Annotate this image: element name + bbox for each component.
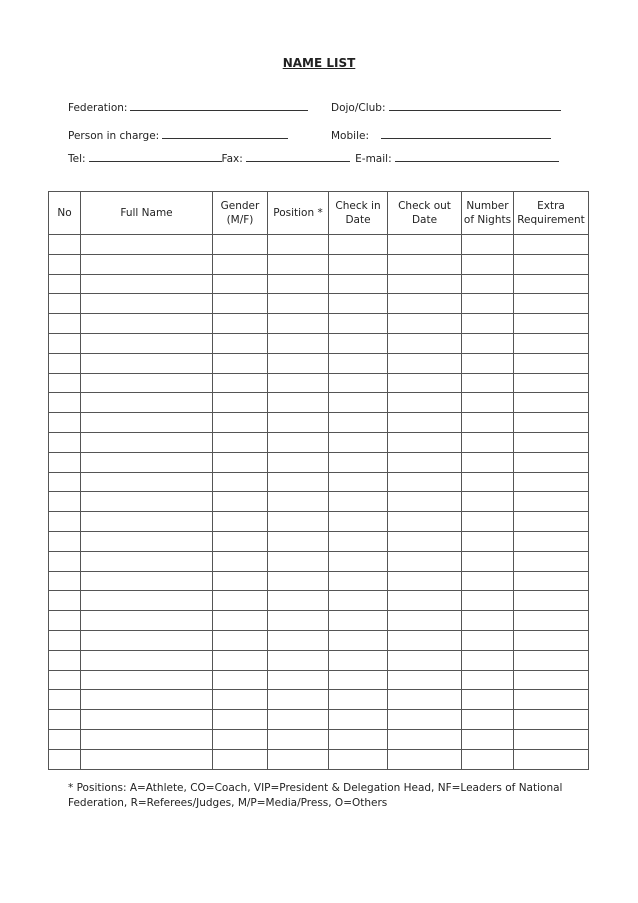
cell-gender[interactable] — [213, 630, 268, 650]
positions-footnote: * Positions: A=Athlete, CO=Coach, VIP=President & Delegation Head, NF=Leaders of National Federation, R=Referees/Judges, M/P=Media/Press, O=Others — [68, 782, 563, 809]
cell-full-name[interactable] — [81, 274, 213, 294]
table-row — [49, 492, 589, 512]
cell-no[interactable] — [49, 452, 81, 472]
cell-full-name[interactable] — [81, 452, 213, 472]
cell-extra[interactable] — [514, 630, 589, 650]
cell-gender[interactable] — [213, 611, 268, 631]
cell-nights[interactable] — [462, 452, 514, 472]
cell-gender[interactable] — [213, 353, 268, 373]
federation-blank[interactable] — [130, 100, 308, 111]
cell-position[interactable] — [268, 393, 329, 413]
cell-check-out[interactable] — [388, 413, 462, 433]
cell-full-name[interactable] — [81, 492, 213, 512]
dojo-club-blank[interactable] — [389, 100, 561, 111]
cell-nights[interactable] — [462, 710, 514, 730]
cell-full-name[interactable] — [81, 670, 213, 690]
cell-no[interactable] — [49, 630, 81, 650]
cell-check-in[interactable] — [329, 690, 388, 710]
federation-label: Federation: — [68, 102, 128, 114]
cell-full-name[interactable] — [81, 432, 213, 452]
table-row — [49, 710, 589, 730]
cell-nights[interactable] — [462, 373, 514, 393]
header-no: No — [49, 192, 81, 235]
cell-nights[interactable] — [462, 611, 514, 631]
cell-gender[interactable] — [213, 492, 268, 512]
cell-check-in[interactable] — [329, 591, 388, 611]
table-row — [49, 432, 589, 452]
cell-no[interactable] — [49, 749, 81, 769]
cell-full-name[interactable] — [81, 551, 213, 571]
cell-position[interactable] — [268, 472, 329, 492]
cell-full-name[interactable] — [81, 630, 213, 650]
table-row — [49, 235, 589, 255]
cell-nights[interactable] — [462, 393, 514, 413]
cell-check-out[interactable] — [388, 551, 462, 571]
table-row — [49, 611, 589, 631]
table-row — [49, 353, 589, 373]
cell-position[interactable] — [268, 551, 329, 571]
cell-position[interactable] — [268, 432, 329, 452]
cell-gender[interactable] — [213, 571, 268, 591]
cell-extra[interactable] — [514, 472, 589, 492]
cell-check-in[interactable] — [329, 294, 388, 314]
cell-extra[interactable] — [514, 333, 589, 353]
cell-nights[interactable] — [462, 531, 514, 551]
cell-check-in[interactable] — [329, 492, 388, 512]
cell-full-name[interactable] — [81, 333, 213, 353]
cell-full-name[interactable] — [81, 729, 213, 749]
cell-no[interactable] — [49, 611, 81, 631]
cell-check-out[interactable] — [388, 611, 462, 631]
table-row — [49, 294, 589, 314]
cell-nights[interactable] — [462, 235, 514, 255]
cell-check-out[interactable] — [388, 274, 462, 294]
cell-extra[interactable] — [514, 235, 589, 255]
header-check-in: Check in Date — [329, 192, 388, 235]
cell-position[interactable] — [268, 670, 329, 690]
cell-no[interactable] — [49, 472, 81, 492]
cell-check-in[interactable] — [329, 611, 388, 631]
cell-gender[interactable] — [213, 670, 268, 690]
cell-no[interactable] — [49, 235, 81, 255]
cell-check-in[interactable] — [329, 452, 388, 472]
mobile-label: Mobile: — [331, 130, 369, 142]
cell-gender[interactable] — [213, 452, 268, 472]
cell-full-name[interactable] — [81, 294, 213, 314]
cell-nights[interactable] — [462, 432, 514, 452]
cell-no[interactable] — [49, 393, 81, 413]
table-header-row — [49, 192, 589, 235]
cell-check-out[interactable] — [388, 294, 462, 314]
header-position: Position * — [268, 192, 329, 235]
cell-full-name[interactable] — [81, 235, 213, 255]
cell-position[interactable] — [268, 729, 329, 749]
cell-check-out[interactable] — [388, 729, 462, 749]
cell-extra[interactable] — [514, 670, 589, 690]
cell-full-name[interactable] — [81, 413, 213, 433]
cell-check-out[interactable] — [388, 254, 462, 274]
email-label: E-mail: — [355, 153, 392, 165]
cell-nights[interactable] — [462, 472, 514, 492]
table-row — [49, 373, 589, 393]
table-row — [49, 551, 589, 571]
cell-nights[interactable] — [462, 670, 514, 690]
header-nights: Number of Nights — [462, 192, 514, 235]
table-row — [49, 630, 589, 650]
cell-full-name[interactable] — [81, 314, 213, 334]
cell-full-name[interactable] — [81, 393, 213, 413]
cell-nights[interactable] — [462, 294, 514, 314]
cell-full-name[interactable] — [81, 611, 213, 631]
cell-position[interactable] — [268, 314, 329, 334]
cell-no[interactable] — [49, 373, 81, 393]
cell-nights[interactable] — [462, 690, 514, 710]
cell-extra[interactable] — [514, 294, 589, 314]
header-check-out: Check out Date — [388, 192, 462, 235]
cell-no[interactable] — [49, 729, 81, 749]
cell-gender[interactable] — [213, 373, 268, 393]
cell-full-name[interactable] — [81, 690, 213, 710]
cell-nights[interactable] — [462, 353, 514, 373]
cell-position[interactable] — [268, 591, 329, 611]
cell-check-out[interactable] — [388, 353, 462, 373]
cell-nights[interactable] — [462, 314, 514, 334]
cell-extra[interactable] — [514, 531, 589, 551]
cell-check-out[interactable] — [388, 432, 462, 452]
cell-check-in[interactable] — [329, 274, 388, 294]
cell-position[interactable] — [268, 710, 329, 730]
tel-blank[interactable] — [89, 151, 222, 162]
cell-check-in[interactable] — [329, 413, 388, 433]
cell-nights[interactable] — [462, 551, 514, 571]
cell-check-in[interactable] — [329, 254, 388, 274]
cell-nights[interactable] — [462, 729, 514, 749]
cell-extra[interactable] — [514, 749, 589, 769]
cell-extra[interactable] — [514, 452, 589, 472]
cell-no[interactable] — [49, 254, 81, 274]
cell-check-in[interactable] — [329, 630, 388, 650]
cell-gender[interactable] — [213, 591, 268, 611]
cell-check-out[interactable] — [388, 333, 462, 353]
table-row — [49, 452, 589, 472]
cell-no[interactable] — [49, 591, 81, 611]
table-row — [49, 650, 589, 670]
fax-label: Fax: — [221, 153, 243, 165]
cell-check-in[interactable] — [329, 551, 388, 571]
cell-nights[interactable] — [462, 571, 514, 591]
cell-no[interactable] — [49, 670, 81, 690]
federation-field[interactable] — [68, 100, 308, 114]
cell-no[interactable] — [49, 650, 81, 670]
cell-check-out[interactable] — [388, 531, 462, 551]
cell-extra[interactable] — [514, 729, 589, 749]
cell-check-out[interactable] — [388, 452, 462, 472]
cell-full-name[interactable] — [81, 710, 213, 730]
header-full-name: Full Name — [81, 192, 213, 235]
cell-gender[interactable] — [213, 551, 268, 571]
cell-extra[interactable] — [514, 353, 589, 373]
cell-check-out[interactable] — [388, 690, 462, 710]
cell-extra[interactable] — [514, 710, 589, 730]
cell-check-in[interactable] — [329, 432, 388, 452]
cell-position[interactable] — [268, 630, 329, 650]
cell-position[interactable] — [268, 294, 329, 314]
cell-position[interactable] — [268, 235, 329, 255]
cell-position[interactable] — [268, 274, 329, 294]
cell-extra[interactable] — [514, 551, 589, 571]
cell-nights[interactable] — [462, 333, 514, 353]
cell-nights[interactable] — [462, 512, 514, 532]
cell-extra[interactable] — [514, 611, 589, 631]
table-row — [49, 512, 589, 532]
cell-check-in[interactable] — [329, 531, 388, 551]
cell-position[interactable] — [268, 254, 329, 274]
cell-no[interactable] — [49, 492, 81, 512]
cell-full-name[interactable] — [81, 650, 213, 670]
name-list-table — [48, 191, 589, 770]
cell-position[interactable] — [268, 571, 329, 591]
cell-extra[interactable] — [514, 492, 589, 512]
contact-row — [68, 151, 559, 165]
fax-blank[interactable] — [246, 151, 350, 162]
cell-check-in[interactable] — [329, 373, 388, 393]
cell-check-out[interactable] — [388, 650, 462, 670]
cell-position[interactable] — [268, 333, 329, 353]
cell-gender[interactable] — [213, 512, 268, 532]
table-row — [49, 670, 589, 690]
table-row — [49, 690, 589, 710]
cell-check-out[interactable] — [388, 472, 462, 492]
table-row — [49, 314, 589, 334]
cell-check-out[interactable] — [388, 492, 462, 512]
cell-no[interactable] — [49, 571, 81, 591]
table-row — [49, 413, 589, 433]
cell-gender[interactable] — [213, 314, 268, 334]
cell-nights[interactable] — [462, 254, 514, 274]
table-row — [49, 749, 589, 769]
cell-extra[interactable] — [514, 591, 589, 611]
cell-gender[interactable] — [213, 254, 268, 274]
table-row — [49, 531, 589, 551]
table-row — [49, 333, 589, 353]
cell-nights[interactable] — [462, 650, 514, 670]
cell-position[interactable] — [268, 749, 329, 769]
cell-nights[interactable] — [462, 749, 514, 769]
cell-check-out[interactable] — [388, 710, 462, 730]
mobile-blank[interactable] — [381, 128, 551, 139]
cell-check-in[interactable] — [329, 512, 388, 532]
cell-check-in[interactable] — [329, 650, 388, 670]
cell-gender[interactable] — [213, 710, 268, 730]
cell-extra[interactable] — [514, 512, 589, 532]
header-extra: Extra Requirement — [514, 192, 589, 235]
cell-no[interactable] — [49, 432, 81, 452]
cell-gender[interactable] — [213, 432, 268, 452]
cell-no[interactable] — [49, 551, 81, 571]
cell-gender[interactable] — [213, 749, 268, 769]
email-blank[interactable] — [395, 151, 559, 162]
cell-nights[interactable] — [462, 591, 514, 611]
mobile-field[interactable] — [331, 128, 551, 142]
cell-check-in[interactable] — [329, 571, 388, 591]
person-in-charge-field[interactable] — [68, 128, 288, 142]
cell-extra[interactable] — [514, 274, 589, 294]
cell-gender[interactable] — [213, 274, 268, 294]
cell-full-name[interactable] — [81, 591, 213, 611]
cell-position[interactable] — [268, 650, 329, 670]
table-row — [49, 729, 589, 749]
cell-no[interactable] — [49, 314, 81, 334]
cell-check-out[interactable] — [388, 373, 462, 393]
cell-gender[interactable] — [213, 472, 268, 492]
person-in-charge-blank[interactable] — [162, 128, 288, 139]
cell-check-in[interactable] — [329, 472, 388, 492]
cell-nights[interactable] — [462, 274, 514, 294]
cell-extra[interactable] — [514, 413, 589, 433]
cell-gender[interactable] — [213, 294, 268, 314]
cell-position[interactable] — [268, 353, 329, 373]
cell-position[interactable] — [268, 512, 329, 532]
cell-check-out[interactable] — [388, 571, 462, 591]
cell-no[interactable] — [49, 512, 81, 532]
cell-no[interactable] — [49, 274, 81, 294]
cell-extra[interactable] — [514, 254, 589, 274]
cell-check-out[interactable] — [388, 749, 462, 769]
cell-full-name[interactable] — [81, 472, 213, 492]
cell-nights[interactable] — [462, 630, 514, 650]
table-row — [49, 274, 589, 294]
cell-check-in[interactable] — [329, 670, 388, 690]
cell-nights[interactable] — [462, 413, 514, 433]
table-row — [49, 472, 589, 492]
cell-gender[interactable] — [213, 235, 268, 255]
cell-check-out[interactable] — [388, 393, 462, 413]
table-row — [49, 591, 589, 611]
cell-check-in[interactable] — [329, 749, 388, 769]
cell-no[interactable] — [49, 710, 81, 730]
cell-extra[interactable] — [514, 393, 589, 413]
cell-position[interactable] — [268, 413, 329, 433]
cell-gender[interactable] — [213, 729, 268, 749]
cell-extra[interactable] — [514, 571, 589, 591]
cell-extra[interactable] — [514, 432, 589, 452]
cell-check-out[interactable] — [388, 591, 462, 611]
cell-full-name[interactable] — [81, 512, 213, 532]
cell-check-out[interactable] — [388, 512, 462, 532]
cell-position[interactable] — [268, 531, 329, 551]
cell-full-name[interactable] — [81, 749, 213, 769]
dojo-club-field[interactable] — [331, 100, 561, 114]
cell-check-in[interactable] — [329, 333, 388, 353]
cell-extra[interactable] — [514, 314, 589, 334]
cell-full-name[interactable] — [81, 353, 213, 373]
cell-extra[interactable] — [514, 650, 589, 670]
cell-no[interactable] — [49, 294, 81, 314]
cell-check-in[interactable] — [329, 393, 388, 413]
table-row — [49, 393, 589, 413]
cell-gender[interactable] — [213, 333, 268, 353]
cell-check-in[interactable] — [329, 235, 388, 255]
cell-full-name[interactable] — [81, 254, 213, 274]
cell-nights[interactable] — [462, 492, 514, 512]
cell-full-name[interactable] — [81, 531, 213, 551]
cell-position[interactable] — [268, 611, 329, 631]
cell-position[interactable] — [268, 373, 329, 393]
tel-label: Tel: — [68, 153, 86, 165]
cell-check-out[interactable] — [388, 670, 462, 690]
cell-gender[interactable] — [213, 393, 268, 413]
table-row — [49, 254, 589, 274]
cell-gender[interactable] — [213, 690, 268, 710]
cell-full-name[interactable] — [81, 571, 213, 591]
cell-position[interactable] — [268, 452, 329, 472]
cell-check-out[interactable] — [388, 235, 462, 255]
cell-no[interactable] — [49, 413, 81, 433]
cell-gender[interactable] — [213, 650, 268, 670]
page-title: NAME LIST — [282, 56, 356, 70]
cell-no[interactable] — [49, 531, 81, 551]
cell-check-out[interactable] — [388, 314, 462, 334]
cell-extra[interactable] — [514, 690, 589, 710]
cell-position[interactable] — [268, 492, 329, 512]
cell-no[interactable] — [49, 333, 81, 353]
cell-check-in[interactable] — [329, 353, 388, 373]
dojo-club-label: Dojo/Club: — [331, 102, 386, 114]
cell-check-in[interactable] — [329, 710, 388, 730]
cell-gender[interactable] — [213, 413, 268, 433]
cell-position[interactable] — [268, 690, 329, 710]
cell-no[interactable] — [49, 353, 81, 373]
cell-gender[interactable] — [213, 531, 268, 551]
cell-check-out[interactable] — [388, 630, 462, 650]
table-row — [49, 571, 589, 591]
person-in-charge-label: Person in charge: — [68, 130, 160, 142]
cell-extra[interactable] — [514, 373, 589, 393]
cell-no[interactable] — [49, 690, 81, 710]
header-gender: Gender (M/F) — [213, 192, 268, 235]
cell-full-name[interactable] — [81, 373, 213, 393]
cell-check-in[interactable] — [329, 314, 388, 334]
cell-check-in[interactable] — [329, 729, 388, 749]
